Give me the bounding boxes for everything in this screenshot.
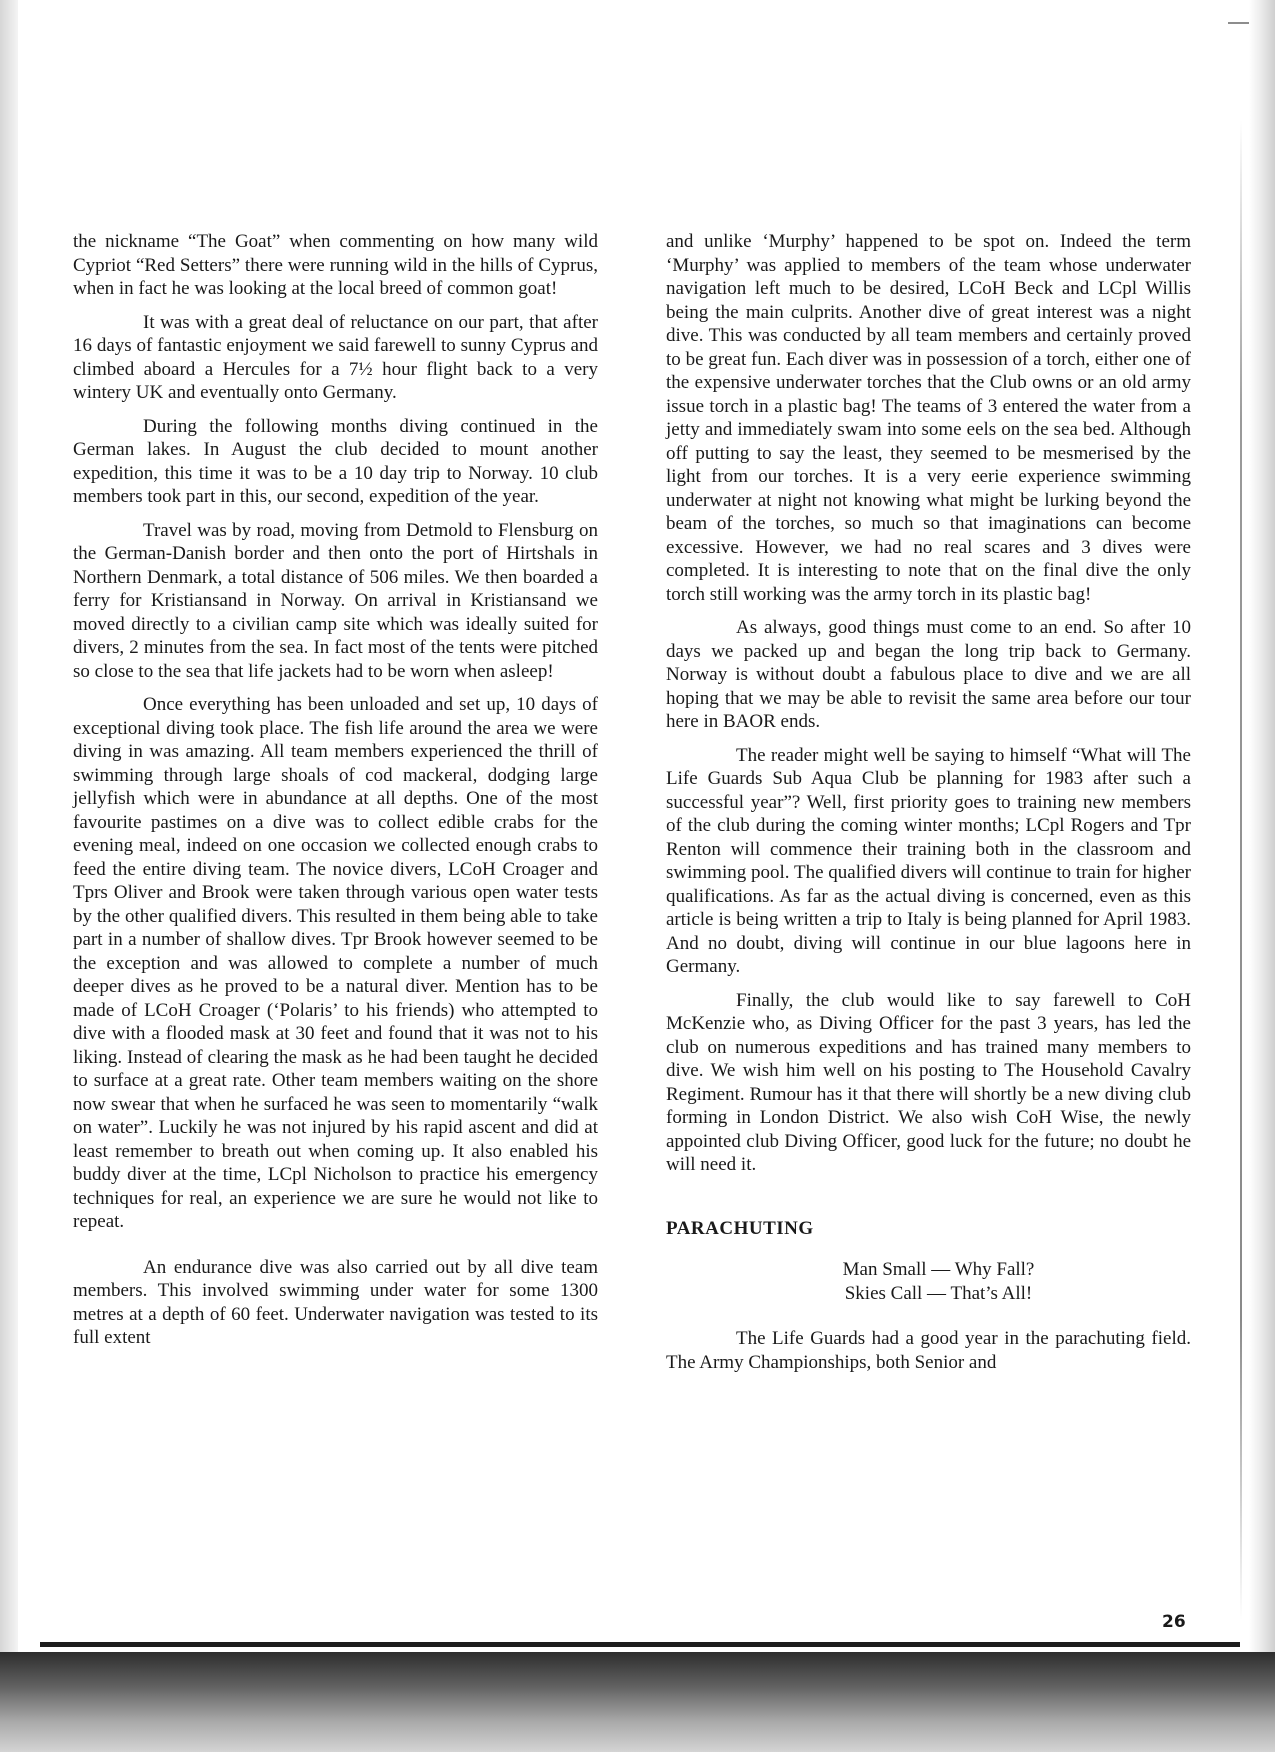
paragraph: The Life Guards had a good year in the parachuting field. The Army Championships, both Senior and xyxy=(666,1328,1191,1373)
paragraph: the nickname “The Goat” when commenting on how many wild Cypriot “Red Setters” there were running wild in the hills of Cyprus, when in fact he was looking at the local breed of common goat! xyxy=(73,231,598,299)
paragraph: and unlike ‘Murphy’ happened to be spot on. Indeed the term ‘Murphy’ was applied to members of the team whose underwater navigation left much to be desired, LCoH Beck and LCpl Willis being the main culprits. Another dive of great interest was a night dive. This was conducted by all team members and certainly proved to be great fun. Each diver was in possession of a torch, either one of the expensive underwater torches that the Club owns or an old army issue torch in a plastic bag! The teams of 3 entered the water from a jetty and immediately swam into some eels on the sea bed. Although off putting to say the least, they seemed to be mesmerised by the light from our torches. It is a very eerie experience swimming underwater at night not knowing what might be lurking beyond the beam of the torches, so much so that imaginations can become excessive. However, we had no real scares and 3 dives were completed. It is interesting to note that on the final dive the only torch still working was the army torch in its plastic bag! xyxy=(666,231,1191,605)
right-column xyxy=(666,230,1191,1384)
paragraph: The reader might well be saying to himself “What will The Life Guards Sub Aqua Club be planning for 1983 after such a successful year”? Well, first priority goes to training new members of the club during the coming winter months; LCpl Rogers and Tpr Renton will commence their training both in the classroom and swimming pool. The qualified divers will continue to train for higher qualifications. As far as the actual diving is concerned, even as this article is being written a trip to Italy is being planned for April 1983. And no doubt, diving will continue in our blue lagoons here in Germany. xyxy=(666,744,1191,977)
paragraph: Once everything has been unloaded and set up, 10 days of exceptional diving took place. The fish life around the area we were diving in was amazing. All team members experienced the thrill of swimming through large shoals of cod mackeral, dodging large jellyfish which were in abundance at all depths. One of the most favourite pastimes on a dive was to collect edible crabs for the evening meal, indeed on one occasion we collected enough crabs to feed the entire diving team. The novice divers, LCoH Croager and Tprs Oliver and Brook were taken through various open water tests by the other qualified divers. This resulted in them being able to take part in a number of shallow dives. Tpr Brook however seemed to be the exception and was allowed to complete a number of much deeper dives as he proved to be a natural diver. Mention has to be made of LCoH Croager (‘Polaris’ to his friends) who attempted to dive with a flooded mask at 30 feet and found that it was not to his liking. Instead of clearing the mask as he had been taught he decided to surface at a great rate. Other team members waiting on the shore now swear that when he surfaced he was seen to momentarily “walk on water”. Luckily he was not injured by his rapid ascent and did at least remember to breath out when coming up. It also enabled his buddy diver at the time, LCpl Nicholson to practice his emergency techniques for real, an experience we are sure he would not like to repeat. xyxy=(73,694,598,1232)
page-right-shadow xyxy=(1249,0,1275,1752)
paragraph: During the following months diving continued in the German lakes. In August the club decided to mount another expedition, this time it was to be a 10 day trip to Norway. 10 club members took part in this, our second, expedition of the year. xyxy=(73,415,598,507)
paragraph: As always, good things must come to an end. So after 10 days we packed up and began the long trip back to Germany. Norway is without doubt a fabulous place to dive and we are all hoping that we may be able to revisit the same area before our tour here in BAOR ends. xyxy=(666,617,1191,732)
page-left-edge xyxy=(0,0,18,1752)
section-heading: PARACHUTING xyxy=(666,1217,814,1239)
paragraph: An endurance dive was also carried out by all dive team members. This involved swimming under water for some 1300 metres at a depth of 60 feet. Underwater navigation was tested to its full extent xyxy=(73,1256,598,1348)
bottom-rule xyxy=(40,1642,1240,1647)
verse-line: Man Small — Why Fall? xyxy=(842,1259,1035,1280)
page-fold-line xyxy=(1240,120,1242,1620)
verse-line: Skies Call — That’s All! xyxy=(844,1282,1033,1304)
paragraph: It was with a great deal of reluctance on our part, that after 16 days of fantastic enjoyment we said farewell to sunny Cyprus and climbed aboard a Hercules for a 7½ hour flight back to a very wintery UK and eventually onto Germany. xyxy=(73,311,598,403)
left-column xyxy=(73,230,598,1360)
paragraph: Finally, the club would like to say farewell to CoH McKenzie who, as Diving Officer for the past 3 years, has led the club on numerous expeditions and has trained many members to dive. We wish him well on his posting to The Household Cavalry Regiment. Rumour has it that there will shortly be a new diving club forming in London District. We also wish CoH Wise, the newly appointed club Diving Officer, good luck for the future; no doubt he will need it. xyxy=(666,989,1191,1175)
verse xyxy=(666,1258,1191,1305)
page-number: 26 xyxy=(1162,1612,1186,1632)
page-bottom-shadow xyxy=(0,1652,1275,1752)
paragraph: Travel was by road, moving from Detmold to Flensburg on the German-Danish border and then onto the port of Hirtshals in Northern Denmark, a total distance of 506 miles. We then boarded a ferry for Kristiansand in Norway. On arrival in Kristiansand we moved directly to a civilian camp site which was ideally suited for divers, 2 minutes from the sea. In fact most of the tents were pitched so close to the sea that life jackets had to be worn when asleep! xyxy=(73,519,598,682)
